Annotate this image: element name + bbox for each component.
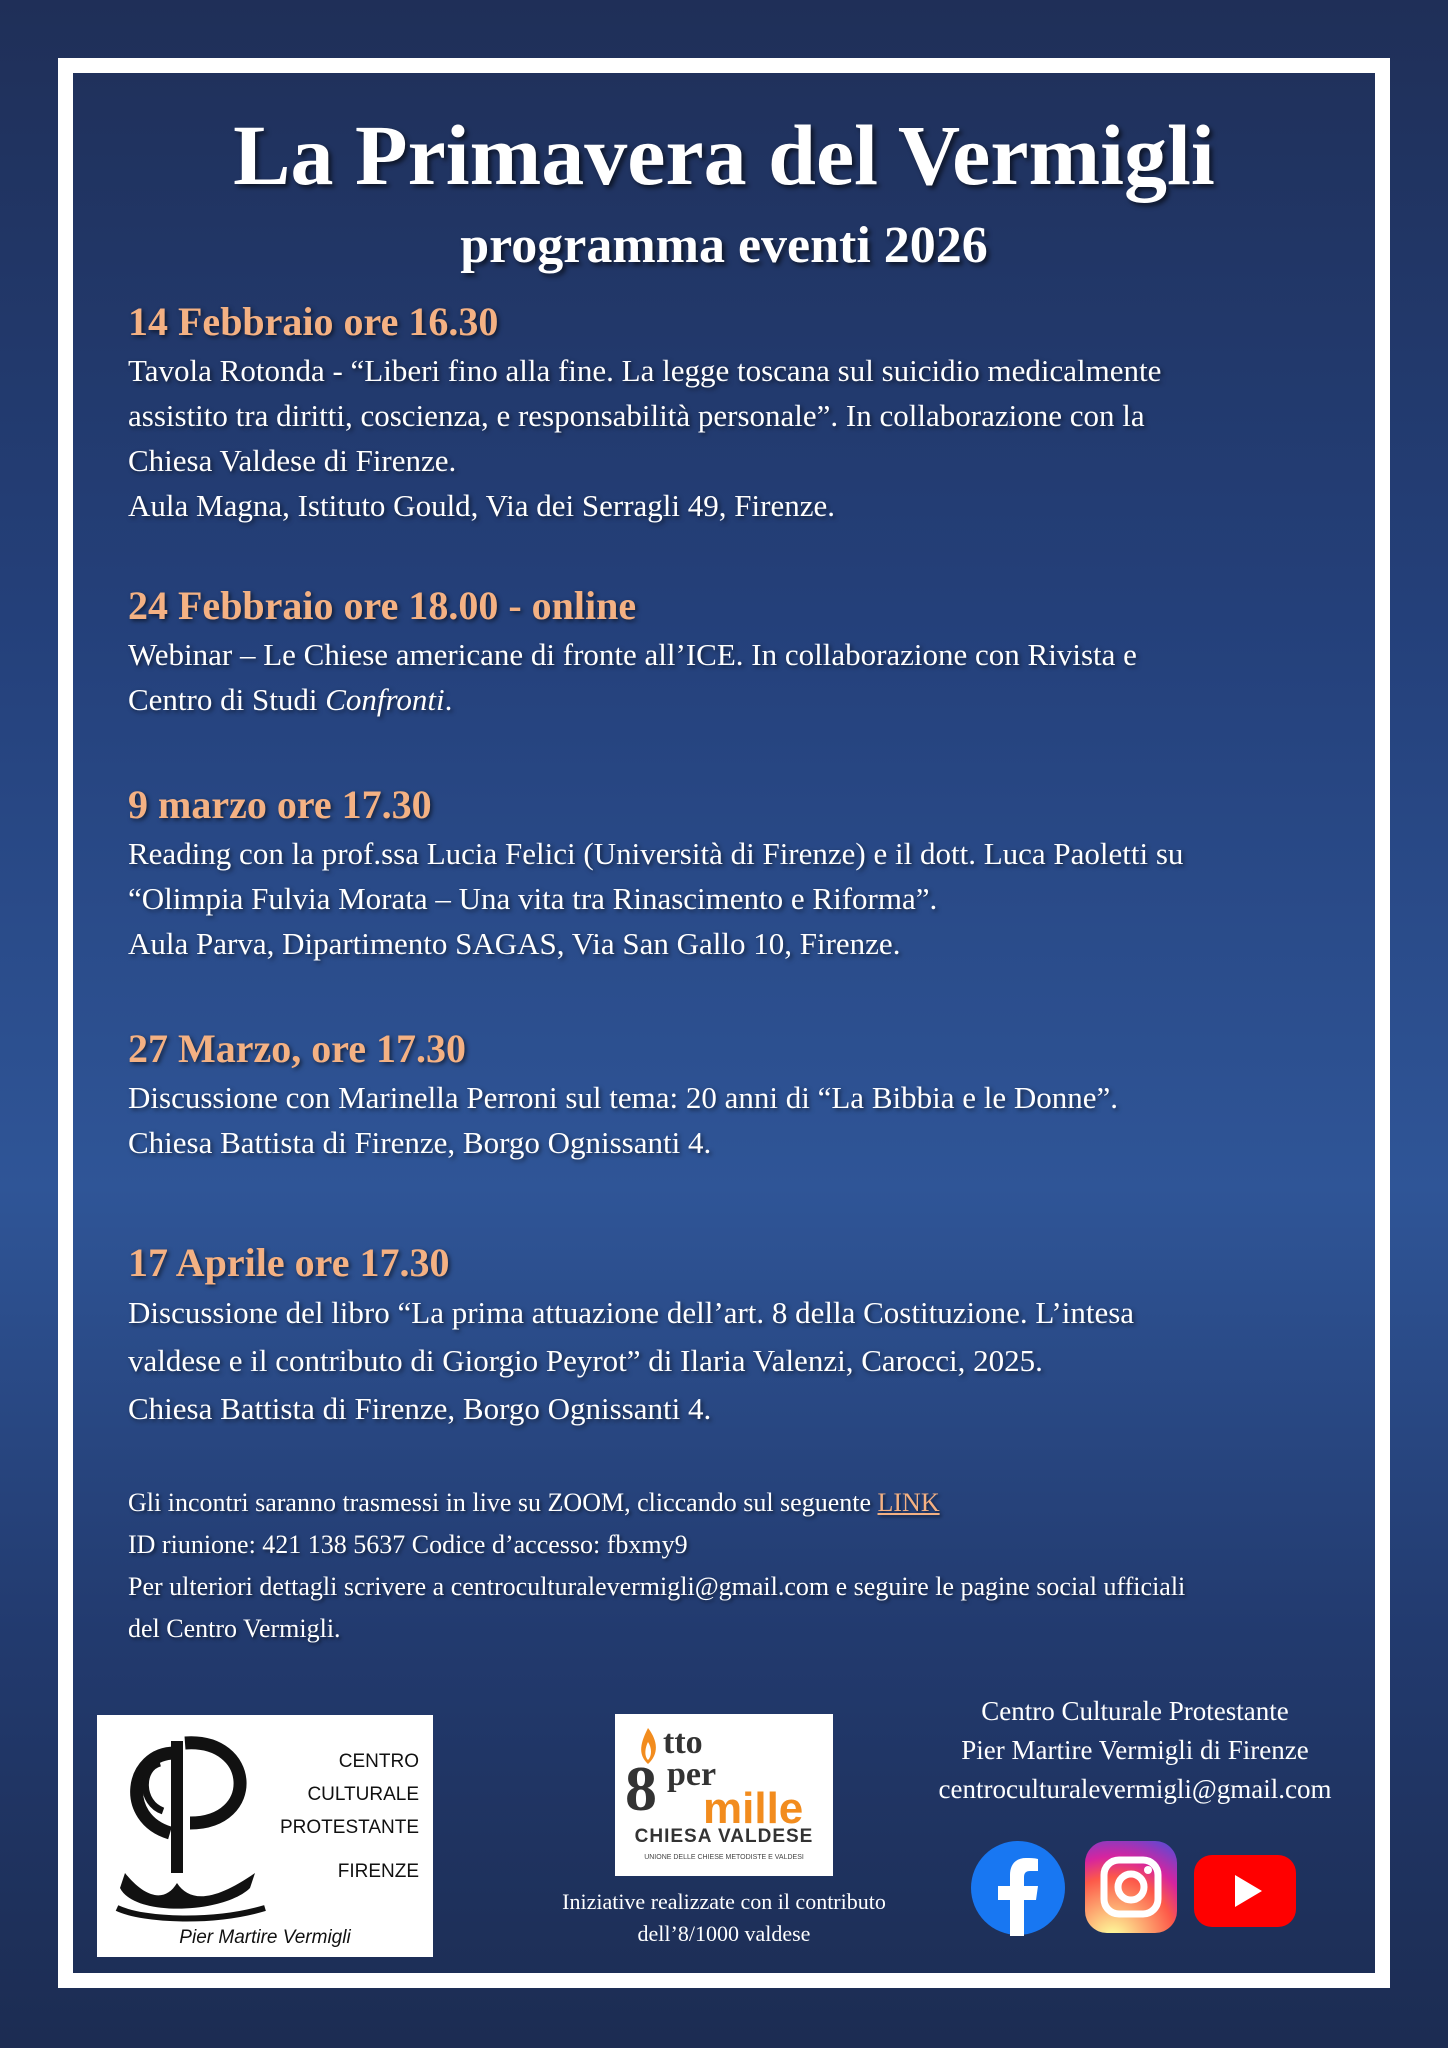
otto-per: per (667, 1756, 717, 1793)
event-2 (128, 580, 1328, 722)
otto-tagline: UNIONE DELLE CHIESE METODISTE E VALDESI (644, 1854, 804, 1861)
event-text: Webinar – Le Chiese americane di fronte all’ICE. In collaborazione con Rivista e (128, 637, 1137, 672)
meeting-id: ID riunione: 421 138 5637 Codice d’accesso: fbxmy9 (128, 1530, 688, 1559)
event-text: “Olimpia Fulvia Morata – Una vita tra Rinascimento e Riforma”. (128, 881, 938, 916)
youtube-icon[interactable] (1194, 1855, 1296, 1927)
ccp-emblem-icon (105, 1723, 275, 1928)
otto-per-mille-logo (615, 1714, 833, 1876)
poster-title: La Primavera del Vermigli (233, 107, 1215, 203)
ccp-subtitle: Pier Martire Vermigli (179, 1927, 351, 1948)
contact-details: Per ulteriori dettagli scrivere a centroculturalevermigli@gmail.com e seguire le pagine social ufficiali (128, 1572, 1186, 1601)
zoom-link[interactable]: LINK (877, 1488, 940, 1517)
event-date: 17 Aprile ore 17.30 (128, 1240, 450, 1285)
event-venue: Aula Parva, Dipartimento SAGAS, Via San Gallo 10, Firenze. (128, 926, 901, 961)
event-venue: Chiesa Battista di Firenze, Borgo Ognissanti 4. (128, 1125, 712, 1160)
event-text: Chiesa Valdese di Firenze. (128, 443, 457, 478)
event-5 (128, 1237, 1328, 1433)
otto-mille: mille (703, 1784, 804, 1833)
event-date: 27 Marzo, ore 17.30 (128, 1026, 467, 1071)
event-text-part: Centro di Studi (128, 682, 326, 717)
ccp-name (280, 1745, 419, 1888)
ccp-line: PROTESTANTE (280, 1817, 419, 1838)
contact-details: del Centro Vermigli. (128, 1614, 341, 1643)
event-text (128, 677, 1328, 722)
ccp-line: CULTURALE (307, 1784, 419, 1805)
event-text: assistito tra diritti, coscienza, e responsabilità personale”. In collaborazione con la (128, 398, 1145, 433)
event-text: Tavola Rotonda - “Liberi fino alla fine. La legge toscana sul suicidio medicalmente (128, 353, 1162, 388)
contribution-line: dell’8/1000 valdese (637, 1921, 811, 1946)
contribution-note (500, 1886, 948, 1950)
organization-info (890, 1692, 1380, 1809)
org-email[interactable]: centroculturalevermigli@gmail.com (938, 1774, 1332, 1804)
event-date: 24 Febbraio ore 18.00 - online (128, 583, 637, 628)
chiesa-valdese-label: CHIESA VALDESE (634, 1826, 814, 1847)
centro-culturale-logo (97, 1715, 433, 1957)
event-4 (128, 1023, 1328, 1165)
event-3 (128, 779, 1328, 966)
event-venue: Chiesa Battista di Firenze, Borgo Ognissanti 4. (128, 1391, 712, 1426)
event-text: Reading con la prof.ssa Lucia Felici (Università di Firenze) e il dott. Luca Paoletti su (128, 836, 1184, 871)
event-text-part: . (444, 682, 453, 717)
streaming-info (128, 1482, 1328, 1650)
event-text: Discussione con Marinella Perroni sul tema: 20 anni di “La Bibbia e le Donne”. (128, 1080, 1119, 1115)
event-text: valdese e il contributo di Giorgio Peyrot” di Ilaria Valenzi, Carocci, 2025. (128, 1343, 1043, 1378)
zoom-text: Gli incontri saranno trasmessi in live su ZOOM, cliccando sul seguente (128, 1488, 878, 1517)
event-text: Discussione del libro “La prima attuazione dell’art. 8 della Costituzione. L’intesa (128, 1295, 1135, 1330)
event-1 (128, 296, 1328, 528)
org-name: Pier Martire Vermigli di Firenze (961, 1735, 1309, 1765)
otto-8: 8 (625, 1753, 657, 1824)
contribution-line: Iniziative realizzate con il contributo (562, 1889, 886, 1914)
ccp-line: CENTRO (338, 1751, 419, 1772)
event-text-italic: Confronti (325, 682, 445, 717)
event-venue: Aula Magna, Istituto Gould, Via dei Serragli 49, Firenze. (128, 488, 835, 523)
facebook-icon[interactable] (970, 1840, 1066, 1936)
zoom-info (128, 1482, 1328, 1524)
org-name: Centro Culturale Protestante (981, 1696, 1289, 1726)
otto-tto: tto (663, 1724, 703, 1761)
poster-subtitle: programma eventi 2026 (460, 217, 988, 274)
event-date: 9 marzo ore 17.30 (128, 782, 432, 827)
ccp-line: FIRENZE (337, 1861, 419, 1882)
event-date: 14 Febbraio ore 16.30 (128, 299, 499, 344)
instagram-icon[interactable] (1084, 1840, 1178, 1934)
